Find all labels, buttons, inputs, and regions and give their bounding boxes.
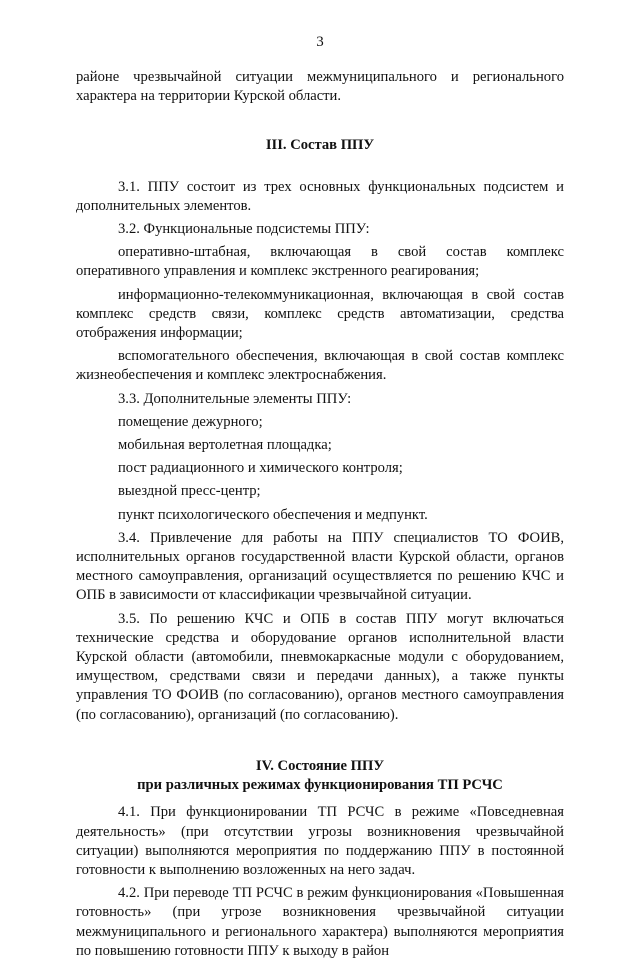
intro-paragraph: районе чрезвычайной ситуации межмуниципального и регионального характера на территории Курской области. xyxy=(76,69,564,105)
page-number: 3 xyxy=(316,34,324,50)
paragraph-4-2: 4.2. При переводе ТП РСЧС в режим функционирования «Повышенная готовность» (при угрозе возникновения чрезвычайной ситуации межмуниципального и регионального характера) выполняются мероприятия по повышению готовности ППУ к выходу в район xyxy=(76,885,564,959)
section-4-heading-line-2: при различных режимах функционирования ТП РСЧС xyxy=(137,777,503,794)
paragraph-4-1: 4.1. При функционировании ТП РСЧС в режиме «Повседневная деятельность» (при отсутствии угрозы возникновения чрезвычайной ситуации) выполняются мероприятия по поддержанию ППУ в постоянной готовности к выполнению возложенных на него задач. xyxy=(76,804,564,878)
element-item: выездной пресс-центр; xyxy=(118,483,261,500)
element-item: помещение дежурного; xyxy=(118,413,263,430)
subsystem-operational: оперативно-штабная, включающая в свой состав комплекс оперативного управления и комплекс экстренного реагирования; xyxy=(76,244,564,280)
element-item: пункт психологического обеспечения и медпункт. xyxy=(118,506,428,523)
section-3-heading: III. Состав ППУ xyxy=(265,137,375,154)
document-body xyxy=(76,68,564,961)
paragraph-3-1: 3.1. ППУ состоит из трех основных функциональных подсистем и дополнительных элементов. xyxy=(76,178,564,214)
paragraph-3-5: 3.5. По решению КЧС и ОПБ в состав ППУ могут включаться технические средства и оборудование органов исполнительной власти Курской области (автомобили, пневмокаркасные модули с оборудованием, имуществом, средствами связи и передачи данных), а также пункты управления ТО ФОИВ (по согласованию), органов местного самоуправления (по согласованию), организаций (по согласованию). xyxy=(76,610,564,723)
paragraph-3-4: 3.4. Привлечение для работы на ППУ специалистов ТО ФОИВ, исполнительных органов государственной власти Курской области, органов местного самоуправления, организаций осуществляется по решению КЧС и ОПБ в зависимости от классификации чрезвычайной ситуации. xyxy=(76,529,564,604)
subsystem-support: вспомогательного обеспечения, включающая в свой состав комплекс жизнеобеспечения и комплекс электроснабжения. xyxy=(76,348,564,384)
paragraph-3-2: 3.2. Функциональные подсистемы ППУ: xyxy=(118,221,370,238)
subsystem-telecom: информационно-телекоммуникационная, включающая в свой состав комплекс средств связи, комплекс средств автоматизации, средства отображения информации; xyxy=(76,286,564,342)
section-4-heading-line-1: IV. Состояние ППУ xyxy=(255,757,385,774)
paragraph-3-3: 3.3. Дополнительные элементы ППУ: xyxy=(118,390,352,407)
element-item: пост радиационного и химического контроля; xyxy=(118,460,403,477)
element-item: мобильная вертолетная площадка; xyxy=(118,437,332,454)
